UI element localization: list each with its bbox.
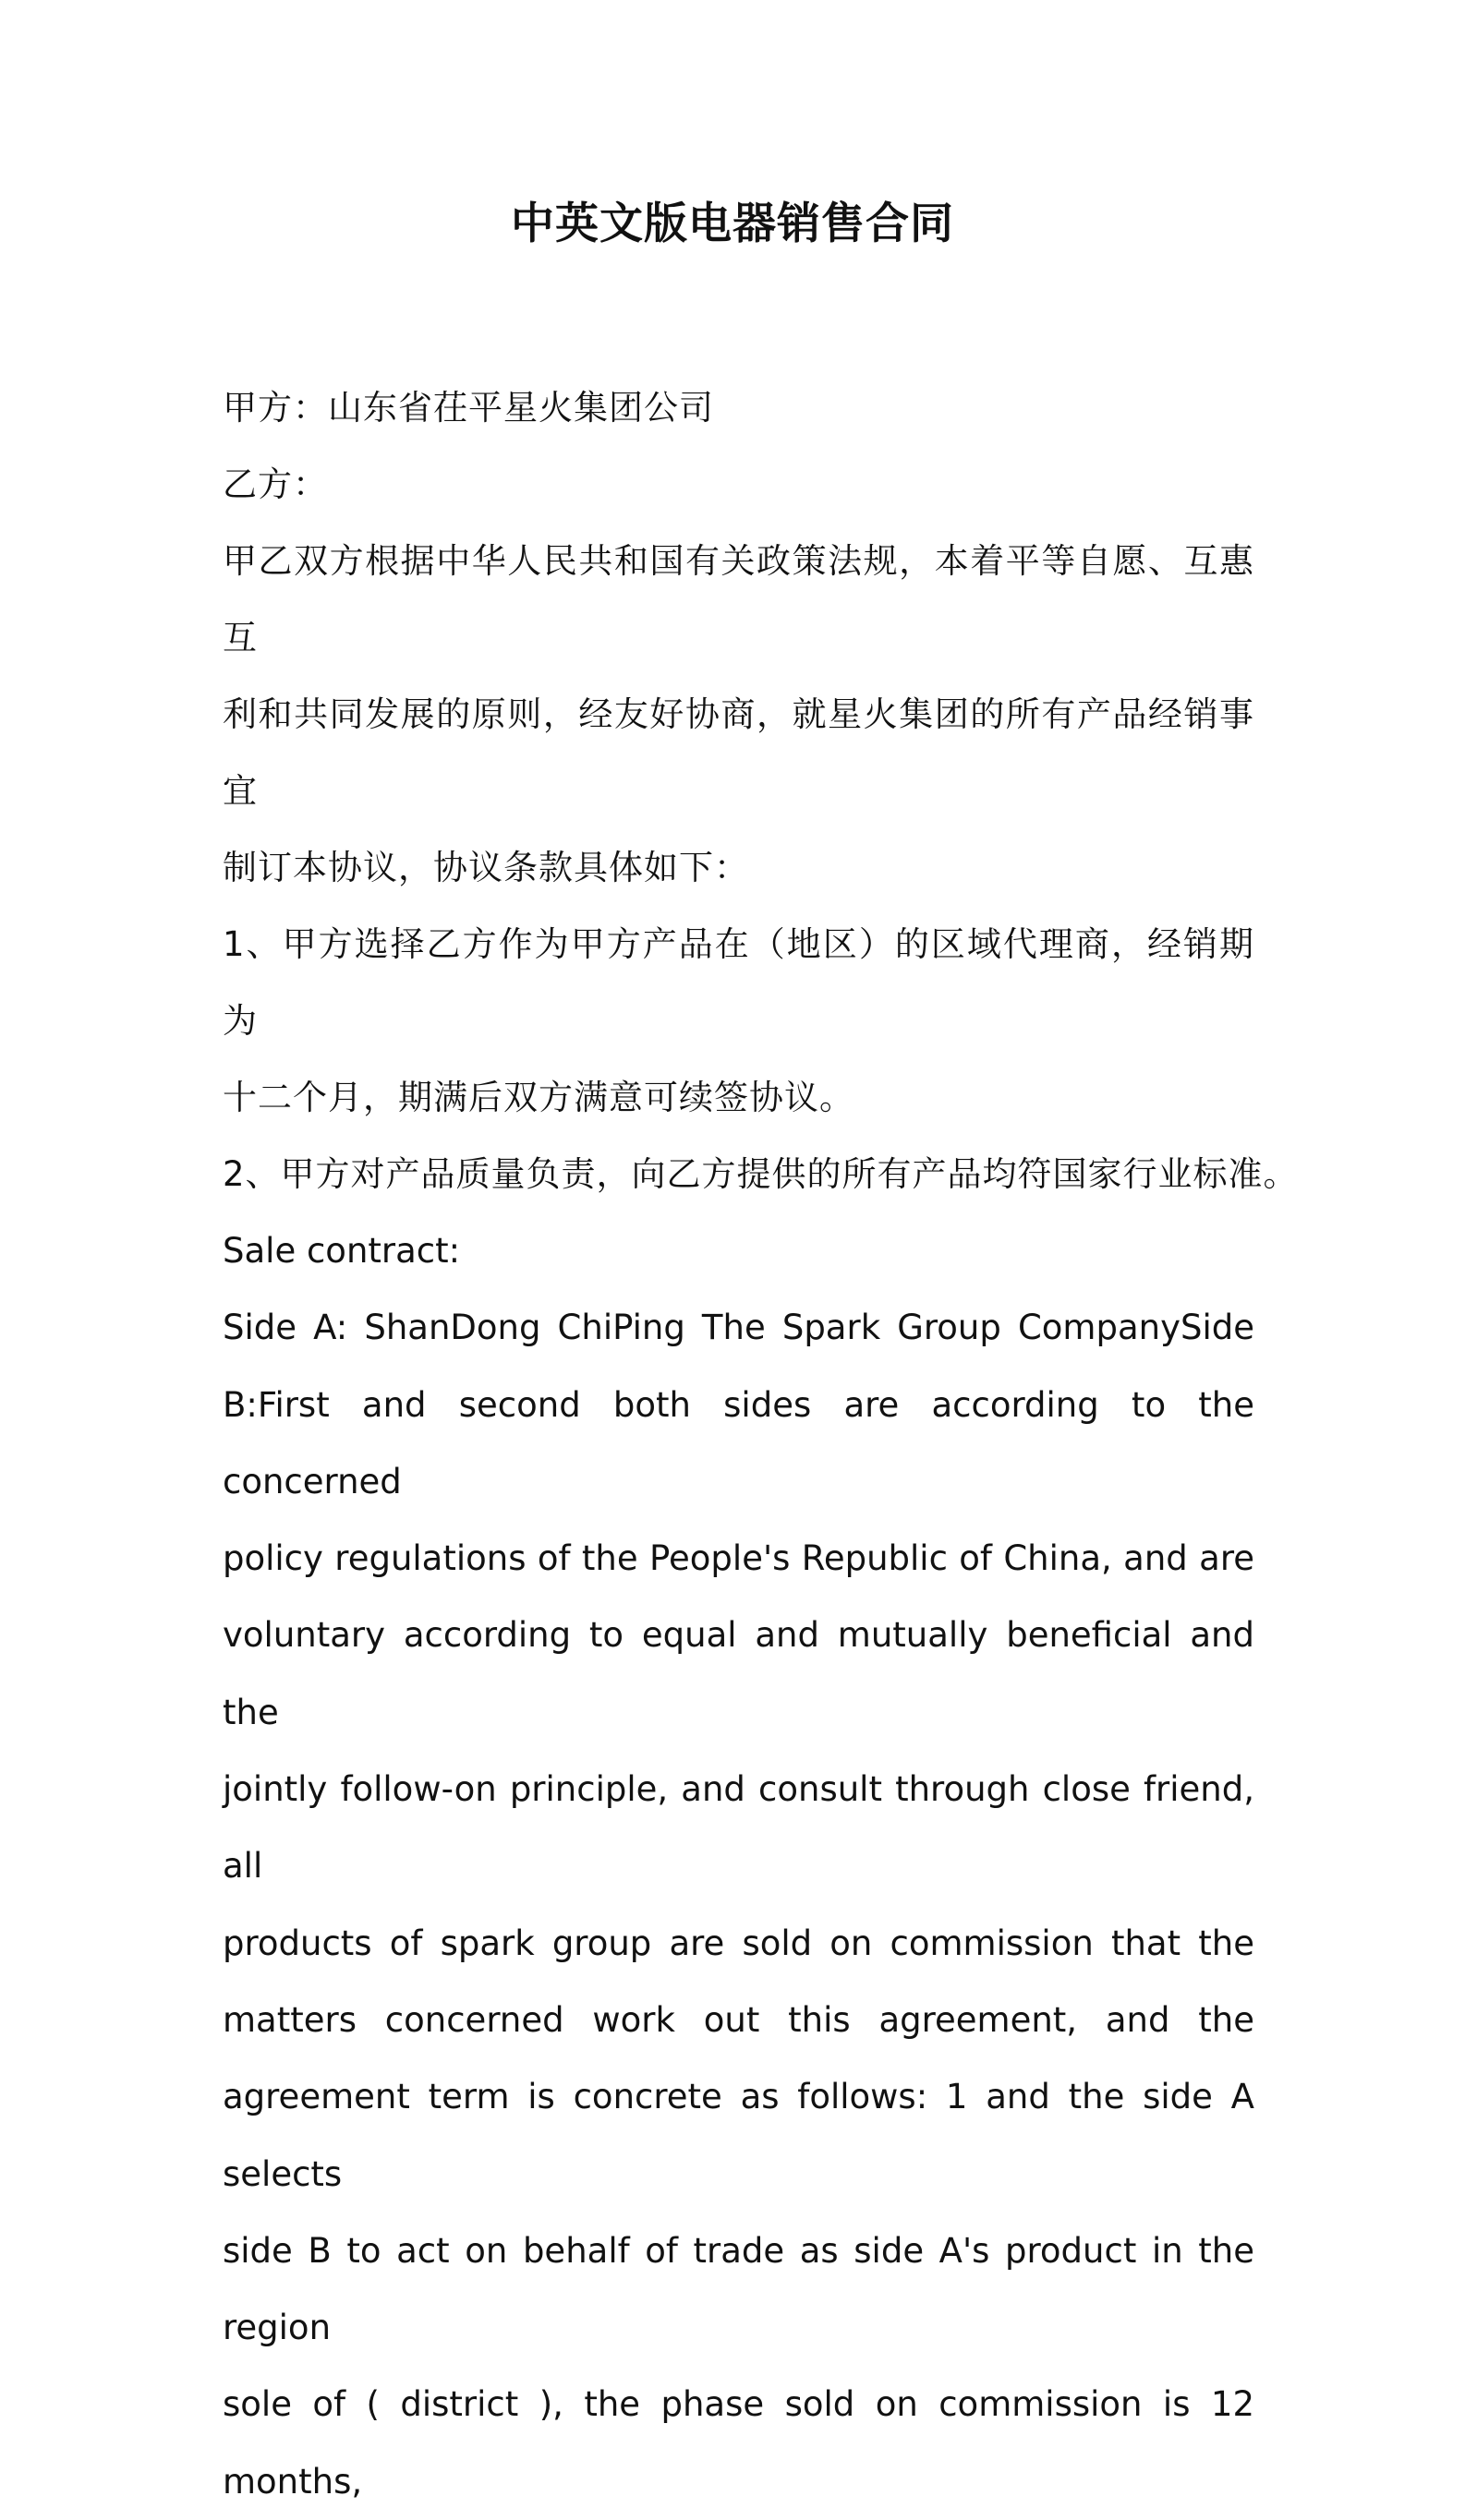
document-body <box>223 369 1299 2520</box>
english-line-5: jointly follow-on principle, and consult through close friend, all <box>223 1769 1254 1887</box>
english-line-6: products of spark group are sold on commission that the <box>223 1923 1254 1963</box>
document-title: 中英文版电器销售合同 <box>511 199 954 249</box>
english-line-3: policy regulations of the People's Republic of China, and are <box>223 1538 1254 1579</box>
english-paragraph <box>223 1289 1254 2520</box>
clause-2 <box>223 1136 1299 1212</box>
english-line-4: voluntary according to equal and mutually beneficial and the <box>223 1615 1254 1732</box>
party-b-text: 乙方： <box>223 464 328 504</box>
party-a-line <box>223 369 1254 446</box>
english-heading <box>223 1212 1254 1289</box>
english-line-2: B:First and second both sides are according to the concerned <box>223 1384 1254 1501</box>
clause-1-line-2: 十二个月，期满后双方满意可续签协议。 <box>223 1078 854 1117</box>
english-heading-text: Sale contract: <box>223 1231 461 1271</box>
english-line-1: Side A: ShanDong ChiPing The Spark Group CompanySide <box>223 1308 1254 1348</box>
english-line-7: matters concerned work out this agreement, and the <box>223 1999 1254 2040</box>
intro-line-1: 甲乙双方根据中华人民共和国有关政策法规，本着平等自愿、互惠互 <box>223 541 1254 657</box>
intro-line-2: 利和共同发展的原则，经友好协商，就星火集团的所有产品经销事宜 <box>223 694 1254 811</box>
intro-paragraph <box>223 523 1254 906</box>
clause-1 <box>223 906 1254 1136</box>
english-line-8: agreement term is concrete as follows: 1 and the side A selects <box>223 2077 1254 2194</box>
english-line-10: sole of ( district ), the phase sold on commission is 12 months, <box>223 2384 1254 2502</box>
party-b-line <box>223 446 1254 523</box>
party-a-text: 甲方：山东省茌平星火集团公司 <box>223 388 714 428</box>
clause-1-line-1: 1、甲方选择乙方作为甲方产品在（地区）的区域代理商，经销期为 <box>223 924 1254 1041</box>
english-line-9: side B to act on behalf of trade as side A's product in the region <box>223 2230 1254 2348</box>
intro-line-3: 制订本协议，协议条款具体如下： <box>223 848 749 887</box>
clause-2-text: 2、甲方对产品质量负责，向乙方提供的所有产品均符国家行业标准。 <box>223 1154 1299 1194</box>
